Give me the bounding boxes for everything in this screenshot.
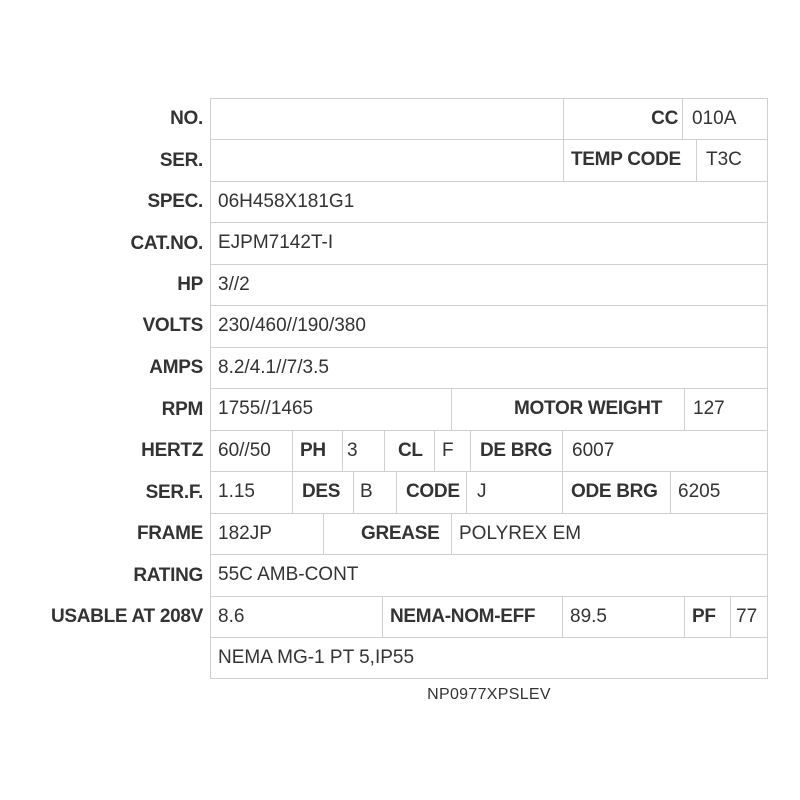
grid-line bbox=[210, 430, 768, 431]
ode-brg-value: 6205 bbox=[678, 481, 721, 502]
grid-line bbox=[451, 513, 452, 554]
code-value: J bbox=[477, 481, 487, 502]
grid-line bbox=[210, 471, 768, 472]
de-brg-label: DE BRG bbox=[480, 440, 553, 461]
usable-208v-value: 8.6 bbox=[218, 606, 245, 627]
cl-value: F bbox=[442, 440, 454, 461]
hp-value: 3//2 bbox=[218, 274, 250, 295]
rpm-value: 1755//1465 bbox=[218, 398, 314, 419]
cl-label: CL bbox=[398, 440, 423, 461]
amps-value: 8.2/4.1//7/3.5 bbox=[218, 357, 329, 378]
grid-line bbox=[767, 98, 768, 679]
grease-label: GREASE bbox=[361, 523, 440, 544]
grid-line bbox=[682, 98, 683, 139]
label-ser: SER. bbox=[159, 150, 203, 171]
grid-line bbox=[562, 471, 563, 513]
grid-line bbox=[292, 471, 293, 513]
grid-line bbox=[353, 471, 354, 513]
cc-label: CC bbox=[651, 108, 678, 129]
grid-line bbox=[382, 596, 383, 637]
spec-value: 06H458X181G1 bbox=[218, 191, 355, 212]
nema-nom-eff-label: NEMA-NOM-EFF bbox=[390, 606, 536, 627]
grid-line bbox=[730, 596, 731, 637]
label-frame: FRAME bbox=[136, 523, 203, 544]
label-rpm: RPM bbox=[161, 399, 203, 420]
grid-line bbox=[684, 596, 685, 637]
nameplate-table bbox=[210, 98, 768, 679]
label-cat-no: CAT.NO. bbox=[130, 233, 203, 254]
label-rating: RATING bbox=[133, 565, 203, 586]
rating-value: 55C AMB-CONT bbox=[218, 564, 359, 585]
grid-line bbox=[292, 430, 293, 471]
label-hp: HP bbox=[177, 274, 203, 295]
ph-value: 3 bbox=[347, 440, 358, 461]
motor-weight-value: 127 bbox=[693, 398, 725, 419]
grid-line bbox=[466, 471, 467, 513]
grid-line bbox=[210, 98, 768, 99]
grid-line bbox=[562, 430, 563, 471]
grid-line bbox=[434, 430, 435, 471]
grid-line bbox=[210, 264, 768, 265]
label-volts: VOLTS bbox=[142, 315, 203, 336]
grid-line bbox=[210, 305, 768, 306]
temp-code-label: TEMP CODE bbox=[571, 149, 681, 170]
grid-line bbox=[563, 98, 564, 181]
nema-nom-eff-value: 89.5 bbox=[570, 606, 607, 627]
grid-line bbox=[210, 181, 768, 182]
grid-line bbox=[210, 554, 768, 555]
ph-label: PH bbox=[300, 440, 326, 461]
ser-f-value: 1.15 bbox=[218, 481, 255, 502]
volts-value: 230/460//190/380 bbox=[218, 315, 366, 336]
grid-line bbox=[396, 471, 397, 513]
grid-line bbox=[470, 430, 471, 471]
grid-line bbox=[670, 471, 671, 513]
cat-no-value: EJPM7142T-I bbox=[218, 232, 334, 253]
de-brg-value: 6007 bbox=[572, 440, 615, 461]
frame-value: 182JP bbox=[218, 523, 272, 544]
des-value: B bbox=[360, 481, 373, 502]
grease-value: POLYREX EM bbox=[459, 523, 582, 544]
grid-line bbox=[210, 139, 768, 140]
label-amps: AMPS bbox=[149, 357, 203, 378]
grid-line bbox=[210, 513, 768, 514]
part-number-footer: NP0977XPSLEV bbox=[427, 686, 551, 703]
label-ser-f: SER.F. bbox=[145, 482, 203, 503]
grid-line bbox=[210, 637, 768, 638]
pf-label: PF bbox=[692, 606, 716, 627]
label-usable-208v: USABLE AT 208V bbox=[50, 606, 203, 627]
des-label: DES bbox=[302, 481, 341, 502]
grid-line bbox=[384, 430, 385, 471]
label-spec: SPEC. bbox=[147, 191, 203, 212]
motor-weight-label: MOTOR WEIGHT bbox=[514, 398, 663, 419]
label-no: NO. bbox=[170, 108, 203, 129]
cc-value: 010A bbox=[692, 108, 737, 129]
grid-line bbox=[210, 347, 768, 348]
hertz-value: 60//50 bbox=[218, 440, 271, 461]
grid-line bbox=[684, 388, 685, 430]
grid-line bbox=[562, 596, 563, 637]
grid-line bbox=[323, 513, 324, 554]
grid-line bbox=[342, 430, 343, 471]
label-hertz: HERTZ bbox=[141, 440, 203, 461]
grid-line bbox=[451, 388, 452, 430]
grid-line bbox=[696, 139, 697, 181]
ode-brg-label: ODE BRG bbox=[571, 481, 658, 502]
grid-line bbox=[210, 678, 768, 679]
notes-value: NEMA MG-1 PT 5,IP55 bbox=[218, 647, 415, 668]
grid-line bbox=[210, 222, 768, 223]
code-label: CODE bbox=[406, 481, 460, 502]
temp-code-value: T3C bbox=[706, 149, 742, 170]
pf-value: 77 bbox=[736, 606, 758, 627]
grid-line bbox=[210, 98, 211, 679]
